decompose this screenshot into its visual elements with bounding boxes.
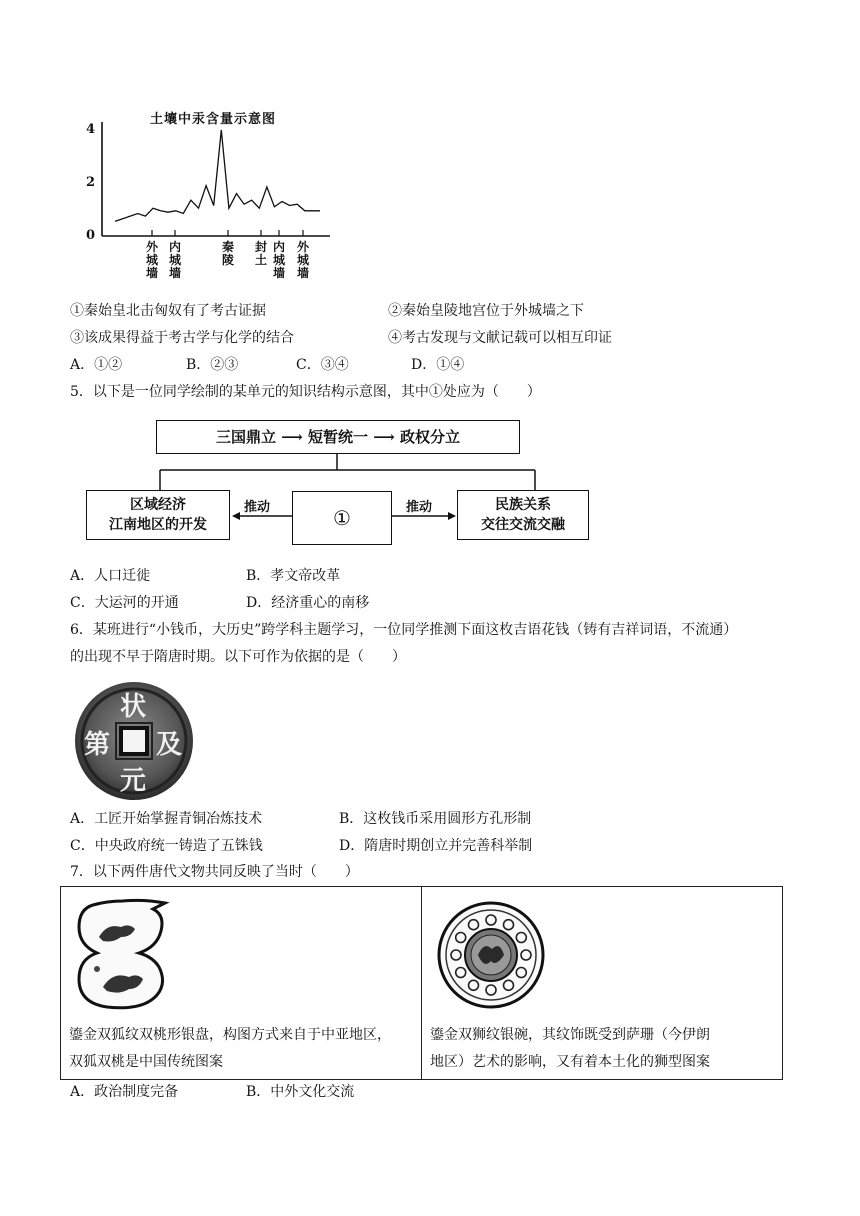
silver-plate-caption-line1: 鎏金双狐纹双桃形银盘，构图方式来自于中亚地区， xyxy=(69,1027,391,1043)
q4-statement-4: ④考古发现与文献记载可以相互印证 xyxy=(388,330,612,346)
chart-title: 土壤中汞含量示意图 xyxy=(150,112,277,127)
x-label-mound: 封土 xyxy=(254,240,267,267)
q5-choice-d[interactable]: D．经济重心的南移 xyxy=(246,595,370,611)
x-label-qin-mausoleum: 秦陵 xyxy=(221,240,234,267)
coin-char-right: 及 xyxy=(156,730,183,760)
coin-char-bottom: 元 xyxy=(120,766,147,796)
q4-statement-3: ③该成果得益于考古学与化学的结合 xyxy=(70,330,294,346)
artifact-table xyxy=(60,886,783,1080)
diagram-right-line2: 交往交流交融 xyxy=(481,517,565,533)
q5-choice-b[interactable]: B．孝文帝改革 xyxy=(246,568,341,584)
q4-statement-1: ①秦始皇北击匈奴有了考古证据 xyxy=(70,303,266,319)
silver-plate-caption-line2: 双狐双桃是中国传统图案 xyxy=(69,1054,223,1070)
q5-choice-c[interactable]: C．大运河的开通 xyxy=(70,595,179,611)
diagram-arrow-left-label: 推动 xyxy=(244,500,271,515)
silver-bowl-caption-line1: 鎏金双狮纹银碗，其纹饰既受到萨珊（今伊朗 xyxy=(430,1027,710,1043)
x-label-inner-wall-left: 内城墙 xyxy=(168,240,181,280)
x-label-outer-wall-left: 外城墙 xyxy=(145,240,158,280)
q7-stem: 7．以下两件唐代文物共同反映了当时（ ） xyxy=(70,864,359,880)
coin-char-top: 状 xyxy=(120,692,147,722)
q6-choice-c[interactable]: C．中央政府统一铸造了五铢钱 xyxy=(70,838,263,854)
q4-statement-2: ②秦始皇陵地宫位于外城墙之下 xyxy=(388,303,584,319)
q6-choice-a[interactable]: A．工匠开始掌握青铜冶炼技术 xyxy=(70,811,263,827)
silver-plate-svg xyxy=(73,897,173,1015)
q7-choice-b[interactable]: B．中外文化交流 xyxy=(246,1084,355,1100)
diagram-center-box xyxy=(292,491,392,545)
mercury-chart xyxy=(80,100,340,290)
q5-choice-a[interactable]: A．人口迁徙 xyxy=(70,568,151,584)
q6-choice-d[interactable]: D．隋唐时期创立并完善科举制 xyxy=(339,838,533,854)
x-axis-marks xyxy=(152,230,303,236)
q4-choice-a[interactable]: A．①② xyxy=(70,357,123,373)
q6-stem-line1: 6．某班进行“小钱币，大历史”跨学科主题学习，一位同学推测下面这枚吉语花钱（铸有吉祥词语，不流通） xyxy=(70,622,738,638)
y-tick-2: 2 xyxy=(86,175,96,190)
knowledge-structure-diagram xyxy=(80,412,600,552)
diagram-left-box xyxy=(86,490,230,540)
diagram-left-line2: 江南地区的开发 xyxy=(109,517,207,533)
diagram-top-box xyxy=(156,420,520,454)
q4-choice-c[interactable]: C．③④ xyxy=(296,357,349,373)
y-tick-0: 0 xyxy=(86,228,96,243)
double-fox-silver-plate-image xyxy=(73,897,173,1015)
q4-choice-b[interactable]: B．②③ xyxy=(186,357,239,373)
diagram-top-text: 三国鼎立 ⟶ 短暂统一 ⟶ 政权分立 xyxy=(216,428,460,446)
coin-char-left: 第 xyxy=(84,730,111,760)
double-lion-silver-bowl-image xyxy=(436,897,546,1015)
q4-choice-d[interactable]: D．①④ xyxy=(411,357,465,373)
q7-choice-a[interactable]: A．政治制度完备 xyxy=(70,1084,179,1100)
artifact-cell-silver-plate xyxy=(61,887,421,1079)
x-label-outer-wall-right: 外城墙 xyxy=(296,240,309,280)
x-label-inner-wall-right: 内城墙 xyxy=(272,240,285,280)
diagram-left-line1: 区域经济 xyxy=(130,497,186,513)
auspicious-coin-image xyxy=(72,680,196,802)
y-tick-4: 4 xyxy=(86,122,96,137)
silver-bowl-caption-line2: 地区）艺术的影响，又有着本土化的狮型图案 xyxy=(430,1054,710,1070)
mercury-series-line xyxy=(115,130,320,221)
q6-choice-b[interactable]: B．这枚钱币采用圆形方孔形制 xyxy=(339,811,532,827)
silver-bowl-svg xyxy=(436,897,546,1015)
diagram-right-line1: 民族关系 xyxy=(495,497,551,513)
artifact-cell-silver-bowl xyxy=(422,887,782,1079)
diagram-center-marker: ① xyxy=(333,506,351,530)
diagram-right-box xyxy=(457,490,589,540)
q5-stem: 5．以下是一位同学绘制的某单元的知识结构示意图，其中①处应为（ ） xyxy=(70,384,541,400)
q6-stem-line2: 的出现不早于隋唐时期。以下可作为依据的是（ ） xyxy=(70,649,406,665)
diagram-arrow-right-label: 推动 xyxy=(406,500,433,515)
